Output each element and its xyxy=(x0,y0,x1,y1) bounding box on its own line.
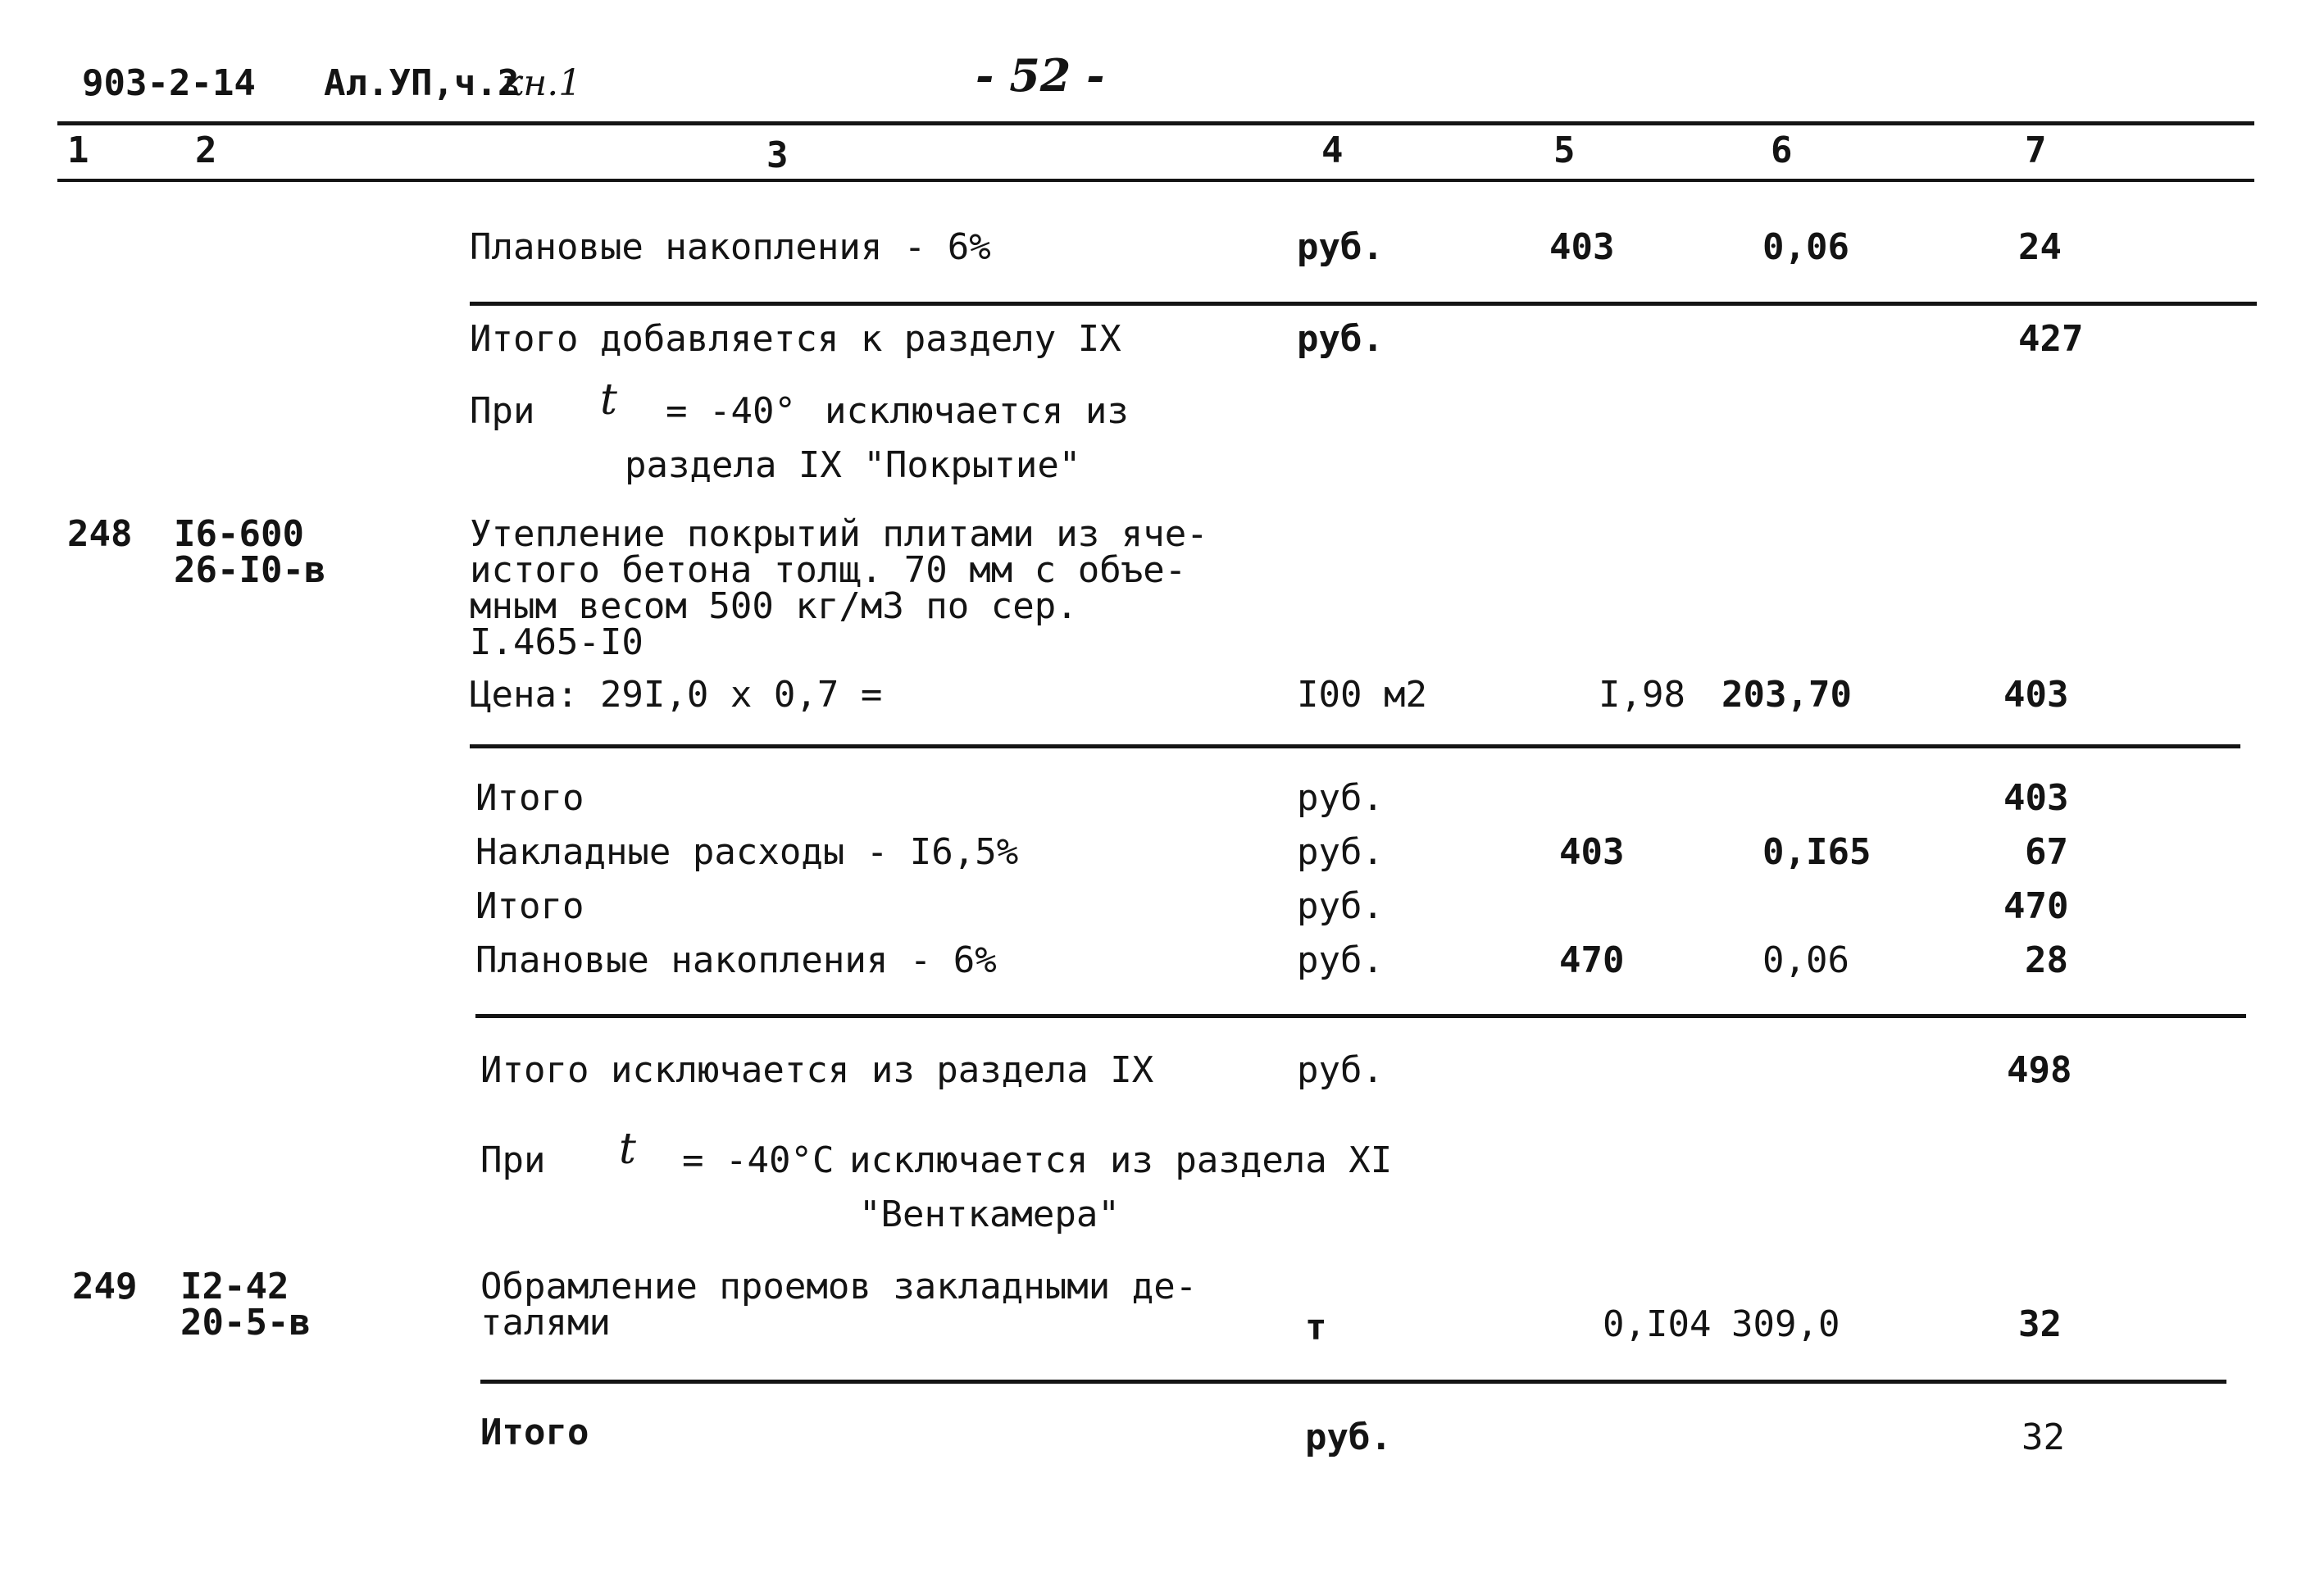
row-unit: т xyxy=(1305,1307,1327,1348)
condition-prefix: При xyxy=(470,390,535,432)
norm-code: I6-600 xyxy=(174,513,304,555)
work-description-line: I.465-I0 xyxy=(470,621,644,663)
col-header-5: 5 xyxy=(1553,130,1576,171)
page-number: - 52 - xyxy=(976,49,1105,102)
condition-text: исключается из раздела XI xyxy=(849,1139,1393,1181)
row-unit: руб. xyxy=(1297,1049,1384,1091)
row-unit: руб. xyxy=(1297,939,1384,981)
row-rate: 203,70 xyxy=(1721,674,1852,716)
row-description: Итого xyxy=(475,777,584,819)
col-header-2: 2 xyxy=(195,130,217,171)
condition-prefix: При xyxy=(480,1139,546,1181)
temperature-symbol: t xyxy=(600,375,617,425)
price-code: 20-5-в xyxy=(180,1302,311,1344)
album-reference: Ал.УП,ч.2 xyxy=(324,62,520,104)
row-amount: 24 xyxy=(2018,226,2062,268)
row-unit: руб. xyxy=(1305,1416,1392,1458)
row-amount: 28 xyxy=(2025,939,2068,981)
row-amount: 32 xyxy=(2018,1303,2062,1345)
row-description: Итого исключается из раздела IX xyxy=(480,1049,1154,1091)
row-description: Итого xyxy=(475,885,584,927)
row-rate: 0,06 xyxy=(1762,226,1849,268)
row-unit: руб. xyxy=(1297,226,1384,268)
row-unit: руб. xyxy=(1297,318,1384,360)
row-unit: руб. xyxy=(1297,831,1384,873)
item-number: 248 xyxy=(67,513,133,555)
row-amount: 403 xyxy=(2003,777,2069,819)
price-code: 26-I0-в xyxy=(174,549,326,591)
book-reference: кн.1 xyxy=(502,62,582,104)
col-header-3: 3 xyxy=(766,134,789,176)
work-description-line: мным весом 500 кг/м3 по сер. xyxy=(470,585,1078,627)
condition-section: "Венткамера" xyxy=(859,1194,1120,1235)
row-description: Плановые накопления - 6% xyxy=(470,226,991,268)
table-top-rule xyxy=(57,121,2254,125)
row-rate: 0,06 xyxy=(1762,939,1849,981)
temperature-symbol: t xyxy=(619,1125,636,1174)
row-quantity: I,98 xyxy=(1599,674,1685,716)
section-rule xyxy=(475,1014,2246,1018)
row-rate: 0,I65 xyxy=(1762,831,1871,873)
row-description: Накладные расходы - I6,5% xyxy=(475,831,1019,873)
section-rule xyxy=(470,744,2240,748)
row-description: Цена: 29I,0 x 0,7 = xyxy=(470,674,883,716)
work-description-line: талями xyxy=(480,1302,611,1344)
work-description-line: Утепление покрытий плитами из яче- xyxy=(470,513,1208,555)
section-rule xyxy=(480,1380,2226,1384)
doc-code: 903-2-14 xyxy=(82,62,256,104)
row-rate: 309,0 xyxy=(1731,1303,1840,1345)
row-amount: 427 xyxy=(2018,318,2084,360)
table-header-rule xyxy=(57,179,2254,182)
col-header-4: 4 xyxy=(1321,130,1344,171)
col-header-6: 6 xyxy=(1771,130,1793,171)
row-unit: I00 м2 xyxy=(1297,674,1427,716)
row-description: Итого добавляется к разделу IX xyxy=(470,318,1121,360)
row-amount: 32 xyxy=(2022,1416,2065,1458)
temperature-value: = -40° xyxy=(666,390,796,432)
row-quantity: 403 xyxy=(1549,226,1615,268)
row-quantity: 403 xyxy=(1559,831,1625,873)
norm-code: I2-42 xyxy=(180,1266,289,1307)
work-description-line: истого бетона толщ. 70 мм с объе- xyxy=(470,549,1187,591)
section-rule xyxy=(470,302,2257,306)
row-unit: руб. xyxy=(1297,777,1384,819)
condition-text: исключается из xyxy=(825,390,1129,432)
row-amount: 67 xyxy=(2025,831,2068,873)
item-number: 249 xyxy=(72,1266,138,1307)
row-unit: руб. xyxy=(1297,885,1384,927)
row-quantity: 0,I04 xyxy=(1603,1303,1712,1345)
col-header-7: 7 xyxy=(2025,130,2047,171)
col-header-1: 1 xyxy=(67,130,89,171)
row-amount: 470 xyxy=(2003,885,2069,927)
temperature-value: = -40°C xyxy=(682,1139,835,1181)
row-quantity: 470 xyxy=(1559,939,1625,981)
row-description: Итого xyxy=(480,1412,589,1453)
row-amount: 498 xyxy=(2007,1049,2072,1091)
row-description: Плановые накопления - 6% xyxy=(475,939,997,981)
work-description-line: Обрамление проемов закладными де- xyxy=(480,1266,1198,1307)
row-amount: 403 xyxy=(2003,674,2069,716)
condition-section: раздела IX "Покрытие" xyxy=(625,444,1081,486)
